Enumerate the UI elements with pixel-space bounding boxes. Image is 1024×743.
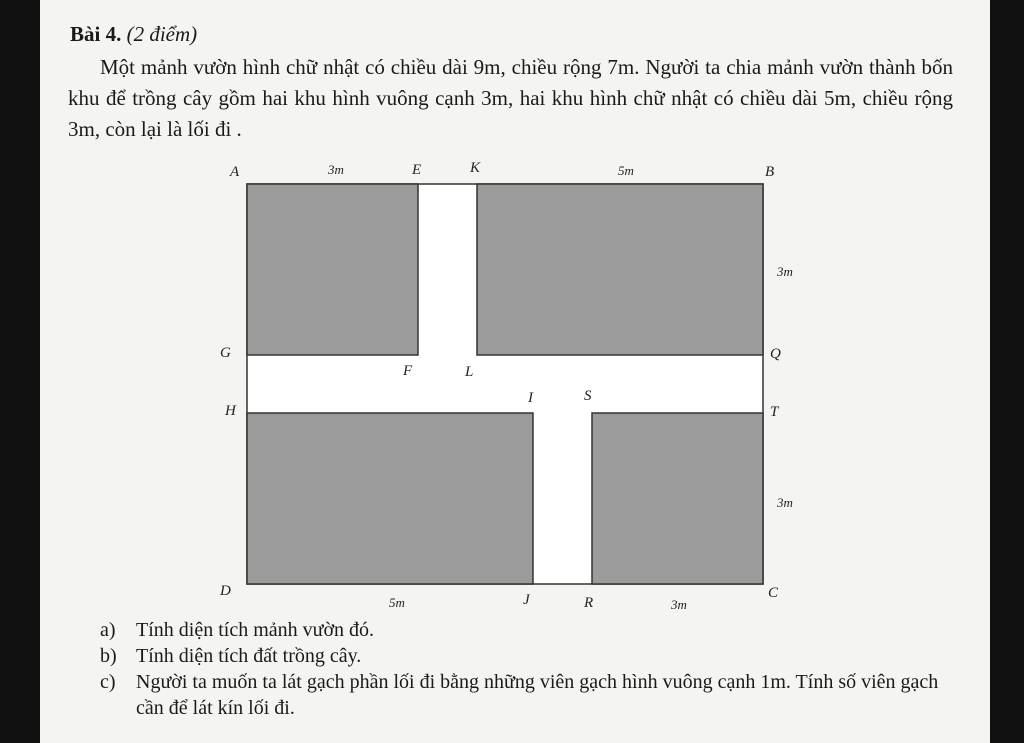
measure-bottom-right: 3m — [671, 597, 687, 612]
exercise-label: Bài 4. — [70, 22, 122, 46]
measure-bottom-left: 5m — [389, 595, 405, 610]
plot-square-bottom-right — [592, 413, 763, 584]
exercise-points: (2 điểm) — [126, 22, 198, 46]
point-S: S — [584, 388, 592, 404]
measure-right-lower: 3m — [777, 495, 793, 510]
point-D: D — [220, 583, 231, 599]
point-J: J — [523, 592, 530, 608]
point-Q: Q — [770, 346, 781, 362]
question-item — [100, 669, 970, 721]
point-H: H — [225, 403, 236, 419]
question-item — [100, 617, 970, 643]
point-A: A — [230, 164, 240, 180]
measure-top-right: 5m — [618, 163, 634, 178]
question-text: Người ta muốn ta lát gạch phần lối đi bằng những viên gạch hình vuông cạnh 1m. Tính số viên gạch cần để lát kín lối đi. — [136, 671, 939, 719]
question-list — [100, 617, 970, 721]
question-text: Tính diện tích mảnh vườn đó. — [136, 619, 375, 641]
point-I: I — [528, 390, 533, 406]
question-label: c) — [100, 671, 116, 693]
measure-right-upper: 3m — [777, 264, 793, 279]
question-text: Tính diện tích đất trồng cây. — [136, 645, 362, 667]
measure-top-left: 3m — [328, 162, 344, 177]
plot-square-top-left — [247, 184, 418, 355]
point-F: F — [403, 363, 413, 379]
point-B: B — [765, 164, 775, 180]
point-L: L — [465, 364, 474, 380]
question-label: b) — [100, 645, 117, 667]
point-G: G — [220, 345, 231, 361]
point-R: R — [584, 595, 594, 611]
plot-rect-top-right — [477, 184, 763, 355]
question-item — [100, 643, 970, 669]
problem-text: Một mảnh vườn hình chữ nhật có chiều dài 9m, chiều rộng 7m. Người ta chia mảnh vườn thành bốn khu để trồng cây gồm hai khu hình vuông cạnh 3m, hai khu hình chữ nhật có chiều dài 5m, chiều rộng 3m, còn lại là lối đi . — [68, 55, 953, 141]
plot-rect-bottom-left — [247, 413, 533, 584]
point-T: T — [770, 404, 779, 420]
point-E: E — [412, 162, 422, 178]
point-C: C — [768, 585, 779, 601]
question-label: a) — [100, 619, 116, 641]
point-K: K — [470, 160, 481, 176]
worksheet-page — [40, 0, 990, 743]
